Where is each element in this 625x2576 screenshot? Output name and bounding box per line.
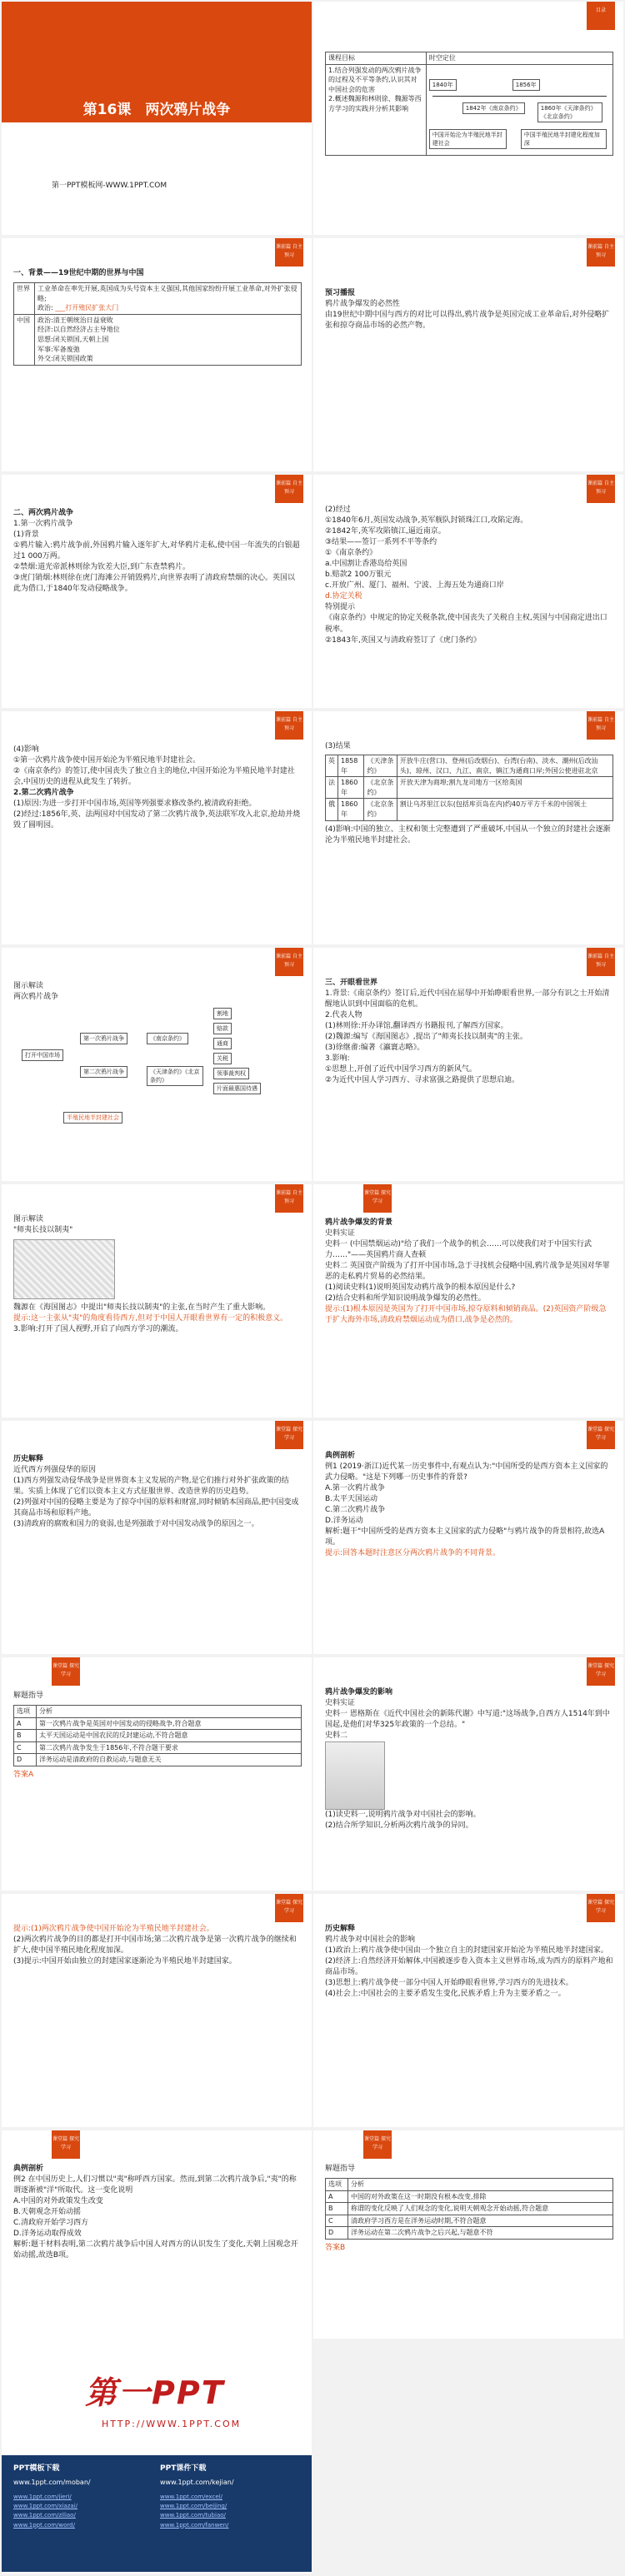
year-1858: 1858年 [338,755,364,777]
line-3: (1)政治上:鸦片战争使中国由一个独立自主的封建国家开始沦为半殖民地半封建国家。 [325,1946,608,1956]
slide-21-brand [2,2339,312,2574]
line-1: (4)影响 [13,745,39,754]
lesson-title: 第16课 两次鸦片战争 [82,102,231,118]
objective-1: 1.结合列强发动的两次鸦片战争的过程及不平等条约,认识其对中国社会的危害 [328,66,422,93]
link-2-2[interactable]: www.1ppt.com/beijing/ [160,2503,228,2510]
answer-text: 答案A [13,1771,34,1780]
line-7: 3.影响: [325,1054,350,1064]
world-cell-1: 工业革命在率先开展,英国成为头号资本主义强国,其他国家纷纷开展工业革命,对外扩张侵略; [38,285,298,302]
analysis-table [13,1705,302,1766]
col-analysis: 分析 [37,1706,302,1718]
option-d[interactable]: D.洋务运动取得成效 [13,2230,82,2239]
china-cell-1: 政治:清王朝统治日益衰败 [38,316,113,324]
historical-portrait [325,1741,385,1810]
line-2: 鸦片战争对中国社会的影响 [325,1936,416,1945]
opt-d-analysis: 洋务运动在第二次鸦片战争之后兴起,与题意不符 [348,2227,613,2240]
line-1: 历史解释 [13,1455,44,1463]
slide-12 [313,1184,623,1418]
line-6: a.中国割让香港岛给英国 [325,560,408,569]
line-3: ②1842年,英军攻陷镇江,逼近南京。 [325,527,446,536]
timeline-1842: 1842年《南京条约》 [462,102,525,114]
slide-14 [313,1421,623,1654]
treaty-beijing-content: 开放天津为商埠;割九龙司地方一区给英国 [397,777,612,799]
treaty-beijing-ru-content: 割让乌苏里江以东(包括库页岛在内)约40万平方千米的中国领土 [397,799,612,820]
opt-b-analysis: 称谓的变化反映了人们观念的变化,说明天朝观念开始动摇,符合题意 [348,2203,613,2215]
treaty-table [325,755,613,821]
line-3: (1)背景 [13,531,39,540]
event-2: 中国半殖民地半封建化程度加深 [521,129,607,149]
slide-8 [313,711,623,944]
line-6: (2)结合所学知识,分析两次鸦片战争的异同。 [325,1821,473,1831]
node-tianjin-beijing: 《天津条约》《北京条约》 [147,1066,203,1086]
china-cell-4: 军事:军备废弛 [38,345,80,353]
section-badge: 课前篇 自主预习 [587,475,615,503]
col1-link[interactable]: www.1ppt.com/moban/ [13,2479,91,2487]
slide-1-title [2,2,312,235]
impact-text: (4)影响:中国的独立、主权和领土完整遭到了严重破坏,中国从一个独立的封建社会逐渐沦为半殖民地半封建社会。 [325,825,611,845]
line-1: 预习播报 [325,289,356,297]
question-stem: 例1 (2019·浙江)近代某一历史事件中,有观点认为:"中国所受的是西方资本主义国家的武力侵略。"这是下列哪一历史事件的背景? [325,1462,608,1482]
opt-c: C [326,2215,348,2227]
line-3: 2.代表人物 [325,1011,362,1020]
link-2-1[interactable]: www.1ppt.com/excel/ [160,2494,223,2500]
line-3: 魏源在《海国图志》中提出"师夷长技以制夷"的主张,在当时产生了重大影响。 [13,1303,271,1313]
line-8: c.开放广州、厦门、福州、宁波、上海五处为通商口岸 [325,581,504,590]
opt-c-analysis: 第二次鸦片战争发生于1856年,不符合题干要求 [37,1741,302,1754]
col2-title: PPT课件下载 [160,2464,207,2473]
line-5: (3)清政府的腐败和国力的衰弱,也是列强敢于对中国发动战争的原因之一。 [13,1520,259,1529]
line-4: (2)经济上:自然经济开始解体,中国被逐步卷入资本主义世界市场,成为西方的原料产地和商品市场。 [325,1957,613,1977]
opt-b: B [14,1730,37,1742]
line-1: 典例剖析 [13,2165,44,2173]
slide-15 [2,1657,312,1891]
question-stem: 例2 在中国历史上,人们习惯以"夷"称呼西方国家。然而,到第二次鸦片战争后,"夷"的称谓逐渐被"洋"所取代。这一变化说明 [13,2175,297,2195]
line-2: ①1840年6月,英国发动战争,英军舰队封锁珠江口,攻陷定海。 [325,516,528,526]
line-2: 1.第一次鸦片战争 [13,520,73,529]
line-5: (1)读史料一,说明鸦片战争对中国社会的影响。 [325,1811,481,1820]
slide-13 [2,1421,312,1654]
brand-footer-band [2,2455,312,2572]
section-heading: (3)结果 [325,742,351,750]
guide-heading: 解题指导 [13,1692,44,1700]
slide-22-empty [313,2339,623,2574]
analysis-table [325,2178,613,2240]
objectives-table [325,52,613,156]
slide-16 [313,1657,623,1891]
section-badge: 目录 [587,2,615,30]
line-9: ②为近代中国人学习西方、寻求富强之路提供了思想启迪。 [325,1076,520,1085]
line-2: ①第一次鸦片战争使中国开始沦为半殖民地半封建社会。 [13,756,201,765]
line-4: 2.第二次鸦片战争 [13,789,74,798]
col2-link[interactable]: www.1ppt.com/kejian/ [160,2479,234,2487]
line-1: 鸦片战争爆发的背景 [325,1218,393,1227]
treaty-beijing-ru: 《北京条约》 [364,799,397,820]
line-5: (2)魏源:编写《海国图志》,提出了"师夷长技以制夷"的主张。 [325,1033,528,1042]
year-1860b: 1860年 [338,799,364,820]
country-ru: 俄 [326,799,338,820]
opt-b: B [326,2203,348,2215]
section-badge: 课堂篇 探究学习 [52,2130,80,2159]
node-ceding: 割地 [213,1008,232,1019]
row-label-china: 中国 [14,314,35,365]
timeline-diagram [429,71,610,154]
slide-9 [2,948,312,1181]
opt-c-analysis: 清政府学习西方是在洋务运动时期,不符合题意 [348,2215,613,2227]
section-badge: 课前篇 自主预习 [275,238,303,267]
line-9: d.协定关税 [325,592,362,601]
section-badge: 课堂篇 探究学习 [275,1421,303,1449]
col1-title: PPT模板下载 [13,2464,60,2473]
timeline-1840: 1840年 [429,79,457,91]
china-cell-5: 外交:闭关锁国政策 [38,355,93,363]
line-1: 典例剖析 [325,1452,356,1460]
line-4: 提示:这一主张从"夷"的角度看待西方,但对于中国人开眼看世界有一定的积极意义。 [13,1314,288,1323]
line-2: 两次鸦片战争 [13,993,59,1002]
node-indemnity: 赔款 [213,1023,232,1034]
link-1-2[interactable]: www.1ppt.com/xiazai/ [13,2503,78,2510]
guide-heading: 解题指导 [325,2165,356,2173]
line-7: b.赔款2 100万银元 [325,571,392,580]
slide-2-objectives [313,2,623,235]
section-badge: 课堂篇 探究学习 [363,2130,392,2159]
opt-d: D [14,1754,37,1766]
line-3: (1)西方列强发动侵华战争是世界资本主义发展的产物,是它们推行对外扩张政策的结果。实质上体现了它们以资本主义方式征服世界、改造世界的历史趋势。 [13,1477,289,1497]
slide-6 [313,475,623,708]
line-2: (2)两次鸦片战争的目的都是打开中国市场;第二次鸦片战争是第一次鸦片战争的继续和扩大,使中国半殖民地化程度加深。 [13,1936,297,1956]
option-a[interactable]: A.第一次鸦片战争 [325,1484,385,1493]
opt-a: A [326,2190,348,2203]
line-6: (3)徐继畬:编著《瀛寰志略》。 [325,1044,425,1053]
line-4: 史料二 [325,1731,348,1741]
objective-2: 2.概述魏源和林则徐、魏源等西方学习的实践并分析其影响 [328,95,422,112]
section-badge: 课前篇 自主预习 [275,475,303,503]
node-war-2: 第二次鸦片战争 [80,1066,128,1078]
line-5: (1)阅读史料(1)说明英国发动鸦片战争的根本原因是什么? [325,1283,516,1293]
col-analysis: 分析 [348,2179,613,2191]
opt-d: D [326,2227,348,2240]
section-badge: 课前篇 自主预习 [587,238,615,267]
line-2: "师夷长技以制夷" [13,1226,73,1235]
background-table [13,282,302,366]
section-badge: 课堂篇 探究学习 [587,1894,615,1922]
slide-4 [313,238,623,471]
line-4: 史料二 英国资产阶级为了打开中国市场,急于寻找机会侵略中国,鸦片战争是英国对华罪恶的走私鸦片贸易的必然结果。 [325,1262,610,1282]
line-5: (3)思想上:鸦片战争使一部分中国人开始睁眼看世界,学习西方的先进技术。 [325,1979,573,1988]
event-1: 中国开始沦为半殖民地半封建社会 [429,129,507,149]
cartoon-image [13,1239,115,1299]
china-cell-2: 经济:以自然经济占主导地位 [38,326,120,334]
year-1860a: 1860年 [338,777,364,799]
section-badge: 课前篇 自主预习 [587,948,615,976]
china-cell-3: 思想:闭关锁国,天朝上国 [38,336,109,344]
opt-c: C [14,1741,37,1754]
node-open-market: 打开中国市场 [22,1049,63,1061]
line-5: ②禁烟:道光帝派林则徐为钦差大臣,到广东查禁鸦片。 [13,563,190,572]
slide-20 [313,2130,623,2364]
line-1: 三、开眼看世界 [325,979,378,987]
line-5: ①《南京条约》 [325,549,378,558]
link-1-4[interactable]: www.1ppt.com/word/ [13,2521,75,2529]
line-1: 二、两次鸦片战争 [13,509,74,517]
node-mfn: 片面最惠国待遇 [213,1083,261,1094]
row-label-world: 世界 [14,283,35,315]
world-cell-3: ___打开殖民扩张大门 [55,304,119,312]
link-1-1[interactable]: www.1ppt.com/jieri/ [13,2494,72,2500]
line-4: ③结果——签订一系列不平等条约 [325,538,438,547]
line-2: 史料实证 [325,1229,356,1238]
slide-11 [2,1184,312,1418]
slide-17 [2,1894,312,2127]
objectives-header: 课程目标 [326,52,427,65]
line-11: 《南京条约》中规定的协定关税条款,使中国丧失了关税自主权,英国与中国商定进出口税率。 [325,614,608,634]
line-5: (1)原因:为进一步打开中国市场,英国等列强要求修改条约,被清政府拒绝。 [13,800,257,809]
hint: 提示:回答本题时注意区分两次鸦片战争的不同背景。 [325,1549,501,1558]
line-4: ①鸦片输入:鸦片战争前,外国鸦片输入逐年扩大,对华鸦片走私,使中国一年流失的白银超过1 000万两。 [13,541,300,561]
line-2: 近代西方列强侵华的原因 [13,1466,97,1475]
section-badge: 课前篇 自主预习 [275,948,303,976]
timeline-1860: 1860年《天津条约》《北京条约》 [538,102,602,122]
line-2: 史料实证 [325,1699,356,1708]
line-3: ②《南京条约》的签订,使中国丧失了独立自主的地位,中国开始沦为半殖民地半封建社会,中国历史的进程从此发生了转折。 [13,767,295,787]
timeline-axis [432,96,607,97]
section-badge: 课堂篇 探究学习 [587,1421,615,1449]
line-5: 3.影响:打开了国人视野,开启了向西方学习的潮流。 [13,1325,183,1334]
link-1-3[interactable]: www.1ppt.com/ziliao/ [13,2512,76,2519]
line-1: 提示:(1)两次鸦片战争使中国开始沦为半殖民地半封建社会。 [13,1925,214,1933]
timeline-header: 时空定位 [426,52,612,65]
section-badge: 课堂篇 探究学习 [275,1894,303,1922]
section-badge: 课前篇 自主预习 [275,711,303,740]
opt-a-analysis: 第一次鸦片战争是英国对中国发动的侵略战争,符合题意 [37,1717,302,1730]
opt-b-analysis: 太平天国运动是中国农民的反封建运动,不符合题意 [37,1730,302,1742]
answer-text: 答案B [325,2244,346,2253]
treaty-beijing: 《北京条约》 [364,777,397,799]
opt-a-analysis: 中国的对外政策在这一时期没有根本改变,排除 [348,2190,613,2203]
line-6: ③虎门销烟:林则徐在虎门海滩公开销毁鸦片,向世界表明了清政府禁烟的决心。英国以此为借口,于1840年发动侵略战争。 [13,574,295,594]
section-badge: 课前篇 自主预习 [587,711,615,740]
line-12: ②1843年,英国又与清政府签订了《虎门条约》 [325,635,481,645]
option-c[interactable]: C.第二次鸦片战争 [325,1506,386,1515]
slide-18 [313,1894,623,2127]
option-a[interactable]: A.中国的对外政策发生改变 [13,2197,103,2206]
node-trade: 通商 [213,1038,232,1049]
option-b[interactable]: B.天朝观念开始动摇 [13,2208,82,2217]
slide-19 [2,2130,312,2364]
line-6: (4)社会上:中国社会的主要矛盾发生变化,民族矛盾上升为主要矛盾之一。 [325,1990,566,1999]
node-war-1: 第一次鸦片战争 [80,1033,128,1044]
line-8: ①思想上,开创了近代中国学习西方的新风气。 [325,1065,477,1074]
analysis: 解析:题干材料表明,第二次鸦片战争后中国人对西方的认识发生了变化,天朝上国观念开始动摇,故选B项。 [13,2240,298,2260]
title-banner [2,2,312,122]
line-7: 提示:(1)根本原因是英国为了打开中国市场,掠夺原料和倾销商品。(2)英国资产阶级急于扩大海外市场,清政府禁烟运动成为借口,战争是必然的。 [325,1305,607,1325]
node-nanjing: 《南京条约》 [147,1033,188,1044]
node-jurisdiction: 领事裁判权 [213,1068,249,1079]
option-d[interactable]: D.洋务运动 [325,1517,363,1526]
line-10: 特别提示 [325,603,356,612]
opt-d-analysis: 洋务运动是清政府的自救运动,与题意无关 [37,1754,302,1766]
section-heading: 一、背景——19世纪中期的世界与中国 [13,269,144,277]
line-3: 史料一 (中国禁烟运动)"给了我们一个战争的机会……可以使我们对于中国实行武力……"——英国鸦片商人查顿 [325,1240,592,1260]
war-diagram [13,1008,302,1133]
opt-a: A [14,1717,37,1730]
link-2-4[interactable]: www.1ppt.com/fanwen/ [160,2521,229,2529]
line-3: (3)提示:中国开始由独立的封建国家逐渐沦为半殖民地半封建国家。 [13,1957,237,1966]
analysis: 解析:题干"中国所受的是西方资本主义国家的武力侵略"与鸦片战争的背景相符,故选A项。 [325,1527,605,1547]
treaty-tianjin-content: 开放牛庄(营口)、登州(后改烟台)、台湾(台南)、淡水、潮州(后改汕头)、琼州、汉口、九江、南京、镇江为通商口岸;外国公使进驻北京 [397,755,612,777]
line-3: 史料一 恩格斯在《近代中国社会的新陈代谢》中写道:"这场战争,自西方人1514年到中国起,是他们对华325年政策的一个总结。" [325,1710,610,1730]
option-c[interactable]: C.清政府开始学习西方 [13,2219,89,2228]
line-2: 1.背景:《南京条约》签订后,近代中国在屈辱中开始睁眼看世界,一部分有识之士开始清醒地认识到中国面临的危机。 [325,989,610,1009]
section-badge: 课前篇 自主预习 [275,1184,303,1213]
slide-3 [2,238,312,471]
slide-7 [2,711,312,944]
brand-logo: 第一PPT [85,2374,225,2411]
line-1: 鸦片战争爆发的影响 [325,1688,393,1697]
link-2-3[interactable]: www.1ppt.com/tubiao/ [160,2512,226,2519]
section-badge: 课堂篇 探究学习 [587,1657,615,1686]
node-tariff: 关税 [213,1053,232,1064]
line-1: 图示解读 [13,982,44,990]
line-4: (2)列强对中国的侵略主要是为了掠夺中国的原料和财富,同时倾销本国商品,把中国变成其商品市场和原料产地。 [13,1498,299,1518]
world-cell-2: 政治: [38,304,53,312]
line-3: 由19世纪中期中国与西方的对比可以得出,鸦片战争是英国完成工业革命后,对外侵略扩张和掠夺商品市场的必然产物。 [325,311,610,331]
node-result: 半殖民地半封建社会 [63,1112,122,1124]
slide-5 [2,475,312,708]
line-1: 历史解释 [325,1925,356,1933]
line-4: (1)林则徐:开办译馆,翻译西方书籍报刊,了解西方国家。 [325,1022,508,1031]
country-fr: 法 [326,777,338,799]
treaty-tianjin: 《天津条约》 [364,755,397,777]
col-option: 选项 [14,1706,37,1718]
option-b[interactable]: B.太平天国运动 [325,1495,378,1504]
line-6: (2)结合史料和所学知识说明战争爆发的必然性。 [325,1294,486,1303]
brand-url[interactable]: HTTP://WWW.1PPT.COM [102,2419,242,2429]
line-2: 鸦片战争爆发的必然性 [325,300,401,309]
country-en: 英 [326,755,338,777]
line-6: (2)经过:1856年,英、法两国对中国发动了第二次鸦片战争,英法联军攻入北京,抢劫并烧毁了圆明园。 [13,810,301,830]
timeline-1856: 1856年 [512,79,540,91]
slide-footer: 第一PPT模板网-WWW.1PPT.COM [52,182,168,190]
section-badge: 课堂篇 探究学习 [363,1184,392,1213]
section-badge: 课堂篇 探究学习 [52,1657,80,1686]
line-1: (2)经过 [325,506,351,514]
line-1: 图示解读 [13,1215,44,1223]
col-option: 选项 [326,2179,348,2191]
slide-10 [313,948,623,1181]
